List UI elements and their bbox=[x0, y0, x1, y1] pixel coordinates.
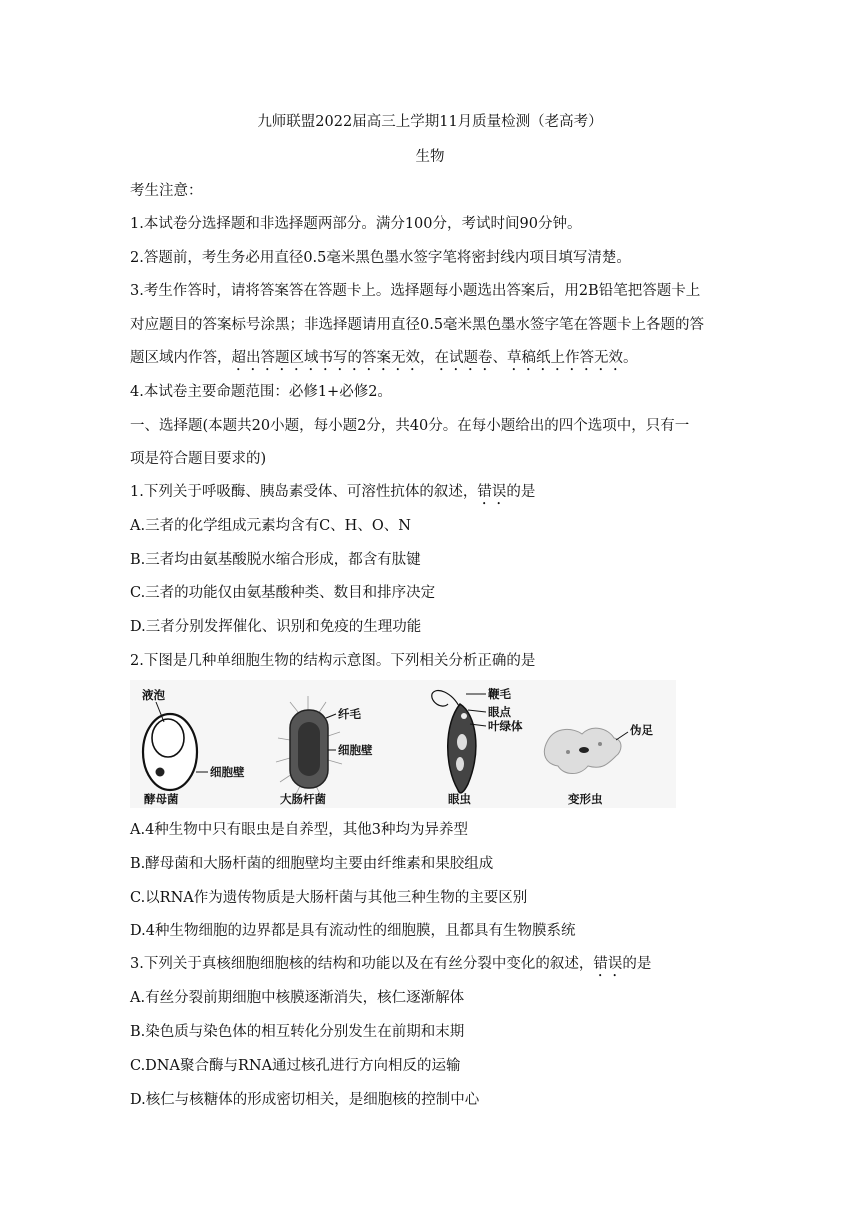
notice-item-3-line1: 3.考生作答时，请将答案答在答题卡上。选择题每小题选出答案后，用2B铅笔把答题卡上 bbox=[130, 283, 701, 299]
q3-stem bbox=[130, 954, 651, 980]
q2-stem: 2.下图是几种单细胞生物的结构示意图。下列相关分析正确的是 bbox=[130, 653, 536, 669]
amoeba-name: 变形虫 bbox=[568, 792, 603, 806]
notice-heading: 考生注意： bbox=[130, 183, 203, 199]
q3-stem-pre: 3.下列关于真核细胞细胞核的结构和功能以及在有丝分裂中变化的叙述， bbox=[130, 956, 594, 972]
q2-option-c: C.以RNA作为遗传物质是大肠杆菌与其他三种生物的主要区别 bbox=[130, 890, 528, 906]
q2-option-d: D.4种生物细胞的边界都是具有流动性的细胞膜，且都具有生物膜系统 bbox=[130, 923, 576, 939]
notice-item-3-post: 。 bbox=[623, 350, 638, 366]
q3-option-c: C.DNA聚合酶与RNA通过核孔进行方向相反的运输 bbox=[130, 1058, 461, 1074]
section-heading-line2: 项是符合题目要求的) bbox=[130, 451, 267, 467]
amoeba-pseudopod-label: 伪足 bbox=[630, 723, 653, 737]
q1-option-a: A.三者的化学组成元素均含有C、H、O、N bbox=[130, 518, 411, 534]
euglena-flagellum-label: 鞭毛 bbox=[488, 687, 511, 701]
subject-title: 生物 bbox=[415, 149, 445, 165]
q1-stem-emphasis: 错误 bbox=[477, 484, 507, 500]
exam-title: 九师联盟2022届高三上学期11月质量检测（老高考） bbox=[257, 114, 603, 130]
q1-option-c: C.三者的功能仅由氨基酸种类、数目和排序决定 bbox=[130, 585, 436, 601]
euglena-name: 眼虫 bbox=[448, 792, 471, 806]
q1-stem-pre: 1.下列关于呼吸酶、胰岛素受体、可溶性抗体的叙述， bbox=[130, 484, 478, 500]
q3-option-a: A.有丝分裂前期细胞中核膜逐渐消失，核仁逐渐解体 bbox=[130, 990, 465, 1006]
section-heading-line1: 一、选择题(本题共20小题，每小题2分，共40分。在每小题给出的四个选项中，只有一 bbox=[130, 418, 690, 434]
euglena-eyespot-label: 眼点 bbox=[488, 705, 511, 719]
q3-stem-post: 的是 bbox=[622, 956, 652, 972]
notice-item-3-line3 bbox=[130, 348, 638, 374]
q2-figure bbox=[130, 680, 676, 808]
notice-item-1: 1.本试卷分选择题和非选择题两部分。满分100分，考试时间90分钟。 bbox=[130, 216, 582, 232]
notice-item-2: 2.答题前，考生务必用直径0.5毫米黑色墨水签字笔将密封线内项目填写清楚。 bbox=[130, 250, 631, 266]
q2-option-b: B.酵母菌和大肠杆菌的细胞壁均主要由纤维素和果胶组成 bbox=[130, 856, 494, 872]
q3-option-b: B.染色质与染色体的相互转化分别发生在前期和末期 bbox=[130, 1024, 465, 1040]
q3-option-d: D.核仁与核糖体的形成密切相关，是细胞核的控制中心 bbox=[130, 1092, 480, 1108]
q1-stem-post: 的是 bbox=[506, 484, 536, 500]
q1-option-b: B.三者均由氨基酸脱水缩合形成，都含有肽键 bbox=[130, 552, 421, 568]
notice-item-3-emphasis: 超出答题区域书写的答案无效，在试题卷、草稿纸上作答无效 bbox=[231, 350, 623, 366]
notice-item-3-line2: 对应题目的答案标号涂黑；非选择题请用直径0.5毫米黑色墨水签字笔在答题卡上各题的答 bbox=[130, 317, 705, 333]
notice-item-4: 4.本试卷主要命题范围：必修1+必修2。 bbox=[130, 384, 392, 400]
yeast-name: 酵母菌 bbox=[144, 792, 179, 806]
ecoli-wall-label: 细胞壁 bbox=[338, 743, 373, 757]
yeast-wall-label: 细胞壁 bbox=[210, 765, 245, 779]
q3-stem-emphasis: 错误 bbox=[593, 956, 623, 972]
ecoli-name: 大肠杆菌 bbox=[280, 792, 326, 806]
q1-option-d: D.三者分别发挥催化、识别和免疫的生理功能 bbox=[130, 619, 422, 635]
ecoli-pili-label: 纤毛 bbox=[338, 707, 361, 721]
euglena-chloroplast-label: 叶绿体 bbox=[488, 719, 523, 733]
yeast-vacuole-label: 液泡 bbox=[142, 688, 165, 702]
q1-stem bbox=[130, 482, 535, 508]
q2-option-a: A.4种生物中只有眼虫是自养型，其他3种均为异养型 bbox=[130, 822, 469, 838]
notice-item-3-pre: 题区域内作答， bbox=[130, 350, 232, 366]
